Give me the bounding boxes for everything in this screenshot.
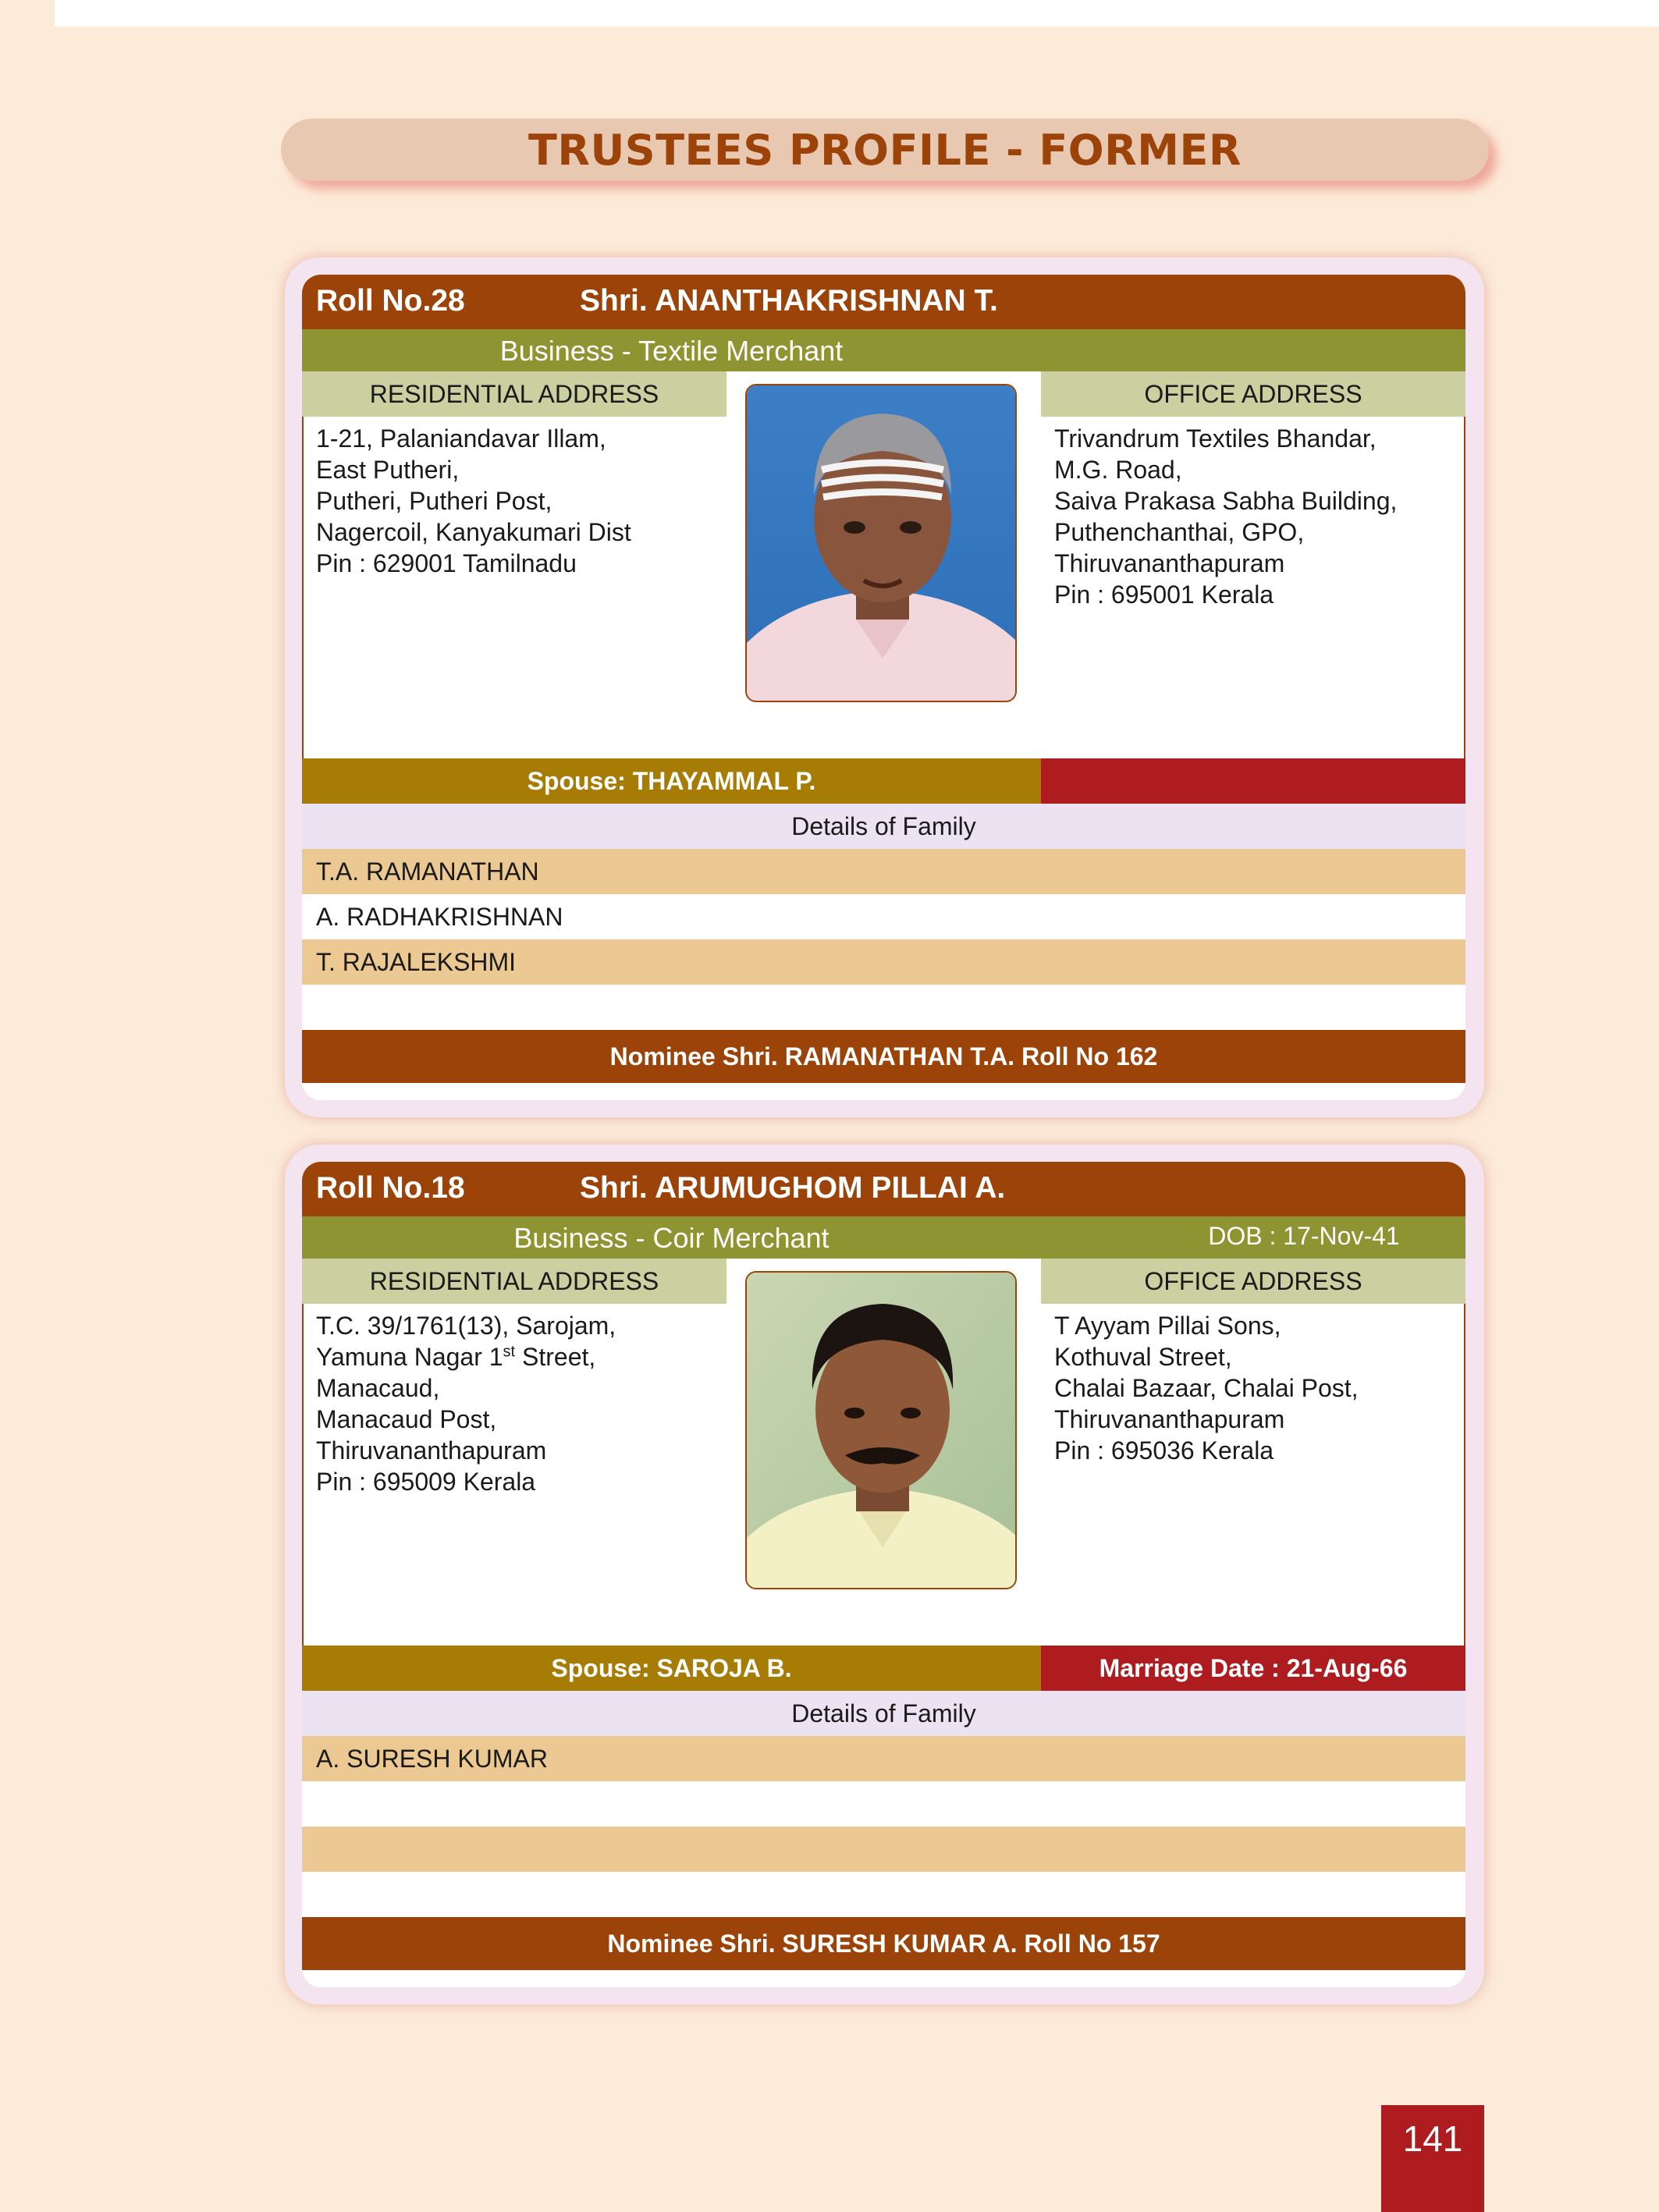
family-row: T. RAJALEKSHMI <box>302 939 1465 985</box>
nominee-bar: Nominee Shri. SURESH KUMAR A. Roll No 157 <box>302 1917 1465 1970</box>
marriage-date-bar <box>1041 758 1465 804</box>
page-number: 141 <box>1381 2105 1484 2212</box>
residential-address: 1-21, Palaniandavar Illam, East Putheri, Putheri, Putheri Post, Nagercoil, Kanyakumari Dist Pin : 629001 Tamilnadu <box>316 424 631 577</box>
roll-number: Roll No.28 <box>316 284 465 318</box>
top-white-strip <box>55 0 1659 27</box>
residential-address-heading: RESIDENTIAL ADDRESS <box>302 371 726 417</box>
trustee-card-1 <box>285 257 1484 1117</box>
family-row <box>302 1872 1465 1917</box>
marriage-date-bar: Marriage Date : 21-Aug-66 <box>1041 1646 1465 1691</box>
trustee-name: Shri. ANANTHAKRISHNAN T. <box>580 284 998 318</box>
business-bar <box>302 1216 1465 1259</box>
trustee-card-2-inner <box>302 1162 1465 1987</box>
residential-address <box>316 1310 722 1497</box>
residential-address-line: T.C. 39/1761(13), Sarojam, <box>316 1312 616 1340</box>
family-heading: Details of Family <box>302 1691 1465 1736</box>
residential-address-line: Pin : 695009 Kerala <box>316 1468 536 1496</box>
family-row <box>302 985 1465 1030</box>
nominee-bar: Nominee Shri. RAMANATHAN T.A. Roll No 162 <box>302 1030 1465 1083</box>
family-row: A. SURESH KUMAR <box>302 1736 1465 1781</box>
office-address-heading: OFFICE ADDRESS <box>1041 371 1465 417</box>
residential-address-line: Manacaud, <box>316 1374 440 1402</box>
family-row: A. RADHAKRISHNAN <box>302 894 1465 939</box>
family-row: T.A. RAMANATHAN <box>302 849 1465 894</box>
residential-address-heading: RESIDENTIAL ADDRESS <box>302 1259 726 1304</box>
address-text: Yamuna Nagar 1 <box>316 1343 503 1371</box>
family-row <box>302 1781 1465 1827</box>
page-title: TRUSTEES PROFILE - FORMER <box>528 125 1242 175</box>
trustee-card-1-inner <box>302 275 1465 1100</box>
family-heading: Details of Family <box>302 804 1465 849</box>
residential-address-line <box>316 1341 722 1372</box>
trustee-name-bar <box>302 1162 1465 1216</box>
dob-label: DOB : 17-Nov-41 <box>1208 1222 1400 1250</box>
trustee-name: Shri. ARUMUGHOM PILLAI A. <box>580 1171 1006 1205</box>
spouse-bar: Spouse: SAROJA B. <box>302 1646 1041 1691</box>
business-label: Business - Textile Merchant <box>499 335 844 367</box>
roll-number: Roll No.18 <box>316 1171 465 1205</box>
residential-address-line: Manacaud Post, <box>316 1405 497 1433</box>
spouse-bar: Spouse: THAYAMMAL P. <box>302 758 1041 804</box>
trustee-photo <box>745 384 1017 702</box>
trustee-name-bar <box>302 275 1465 329</box>
family-row <box>302 1827 1465 1872</box>
business-label: Business - Coir Merchant <box>513 1222 830 1254</box>
trustee-card-2 <box>285 1145 1484 2004</box>
page-title-banner <box>281 119 1489 181</box>
ordinal-suffix: st <box>503 1343 516 1361</box>
office-address-heading: OFFICE ADDRESS <box>1041 1259 1465 1304</box>
residential-address-line: Thiruvananthapuram <box>316 1436 547 1465</box>
trustee-photo <box>745 1271 1017 1589</box>
business-bar <box>302 329 1465 371</box>
office-address: Trivandrum Textiles Bhandar, M.G. Road, Saiva Prakasa Sabha Building, Puthenchanthai, GPO, Thiruvananthapuram Pin : 695001 Kerala <box>1054 424 1398 609</box>
office-address: T Ayyam Pillai Sons, Kothuval Street, Chalai Bazaar, Chalai Post, Thiruvananthapuram Pin : 695036 Kerala <box>1054 1312 1359 1465</box>
address-text: Street, <box>515 1343 596 1371</box>
